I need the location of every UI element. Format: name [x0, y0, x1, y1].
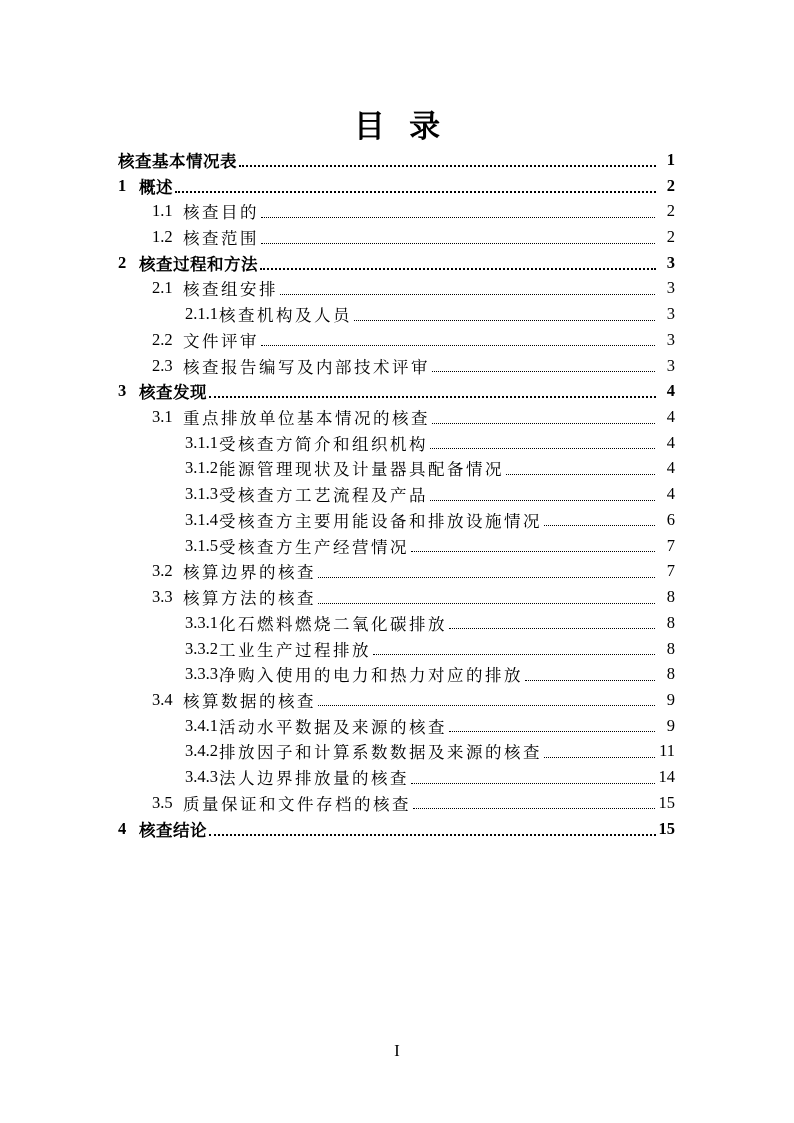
toc-entry-page: 8 [666, 664, 675, 684]
toc-entry-page: 4 [666, 484, 675, 504]
toc-entry[interactable] [118, 507, 675, 533]
toc-entry-label: 核算数据的核查 [183, 691, 316, 711]
toc-entry-number: 3.1.1 [185, 432, 218, 452]
toc-entry-page: 3 [666, 252, 675, 272]
toc-entry[interactable] [118, 250, 675, 276]
dot-leader [544, 757, 655, 758]
dot-leader [318, 603, 655, 604]
toc-entry-page: 15 [658, 792, 675, 812]
toc-entry[interactable] [118, 147, 675, 173]
toc-entry[interactable] [118, 224, 675, 250]
toc-entry-number: 3.2 [152, 561, 173, 581]
toc-entry-page: 9 [666, 689, 675, 709]
toc-entry-page: 3 [666, 304, 675, 324]
toc-entry[interactable] [118, 378, 675, 404]
toc-entry-label: 核查目的 [183, 203, 259, 223]
toc-entry[interactable] [118, 404, 675, 430]
dot-leader [432, 371, 655, 372]
toc-entry-label: 核查报告编写及内部技术评审 [183, 357, 430, 377]
toc-entry[interactable] [118, 533, 675, 559]
toc-entry[interactable] [118, 687, 675, 713]
dot-leader [449, 628, 655, 629]
toc-entry[interactable] [118, 456, 675, 482]
page-title: 目录 [353, 109, 465, 144]
toc-entry-page: 14 [658, 767, 675, 787]
toc-entry-page: 8 [666, 638, 675, 658]
toc-entry[interactable] [118, 610, 675, 636]
dot-leader [261, 345, 655, 346]
toc-entry-number: 3.1.4 [185, 509, 218, 529]
dot-leader [430, 500, 655, 501]
dot-leader [209, 396, 656, 398]
toc-entry-label: 核查基本情况表 [118, 151, 237, 171]
toc-entry-page: 4 [666, 407, 675, 427]
toc-entry-number: 3.3.3 [185, 664, 218, 684]
toc-entry-page: 4 [666, 458, 675, 478]
toc-entry[interactable] [118, 353, 675, 379]
toc-entry[interactable] [118, 301, 675, 327]
toc-entry-label: 重点排放单位基本情况的核查 [183, 409, 430, 429]
toc-entry-label: 工业生产过程排放 [219, 640, 371, 660]
toc-entry-number: 2.2 [152, 329, 173, 349]
toc-entry-label: 受核查方主要用能设备和排放设施情况 [219, 511, 542, 531]
toc-entry-page: 1 [666, 149, 675, 169]
toc-entry-label: 活动水平数据及来源的核查 [219, 717, 447, 737]
toc-entry-label: 能源管理现状及计量器具配备情况 [219, 460, 504, 480]
toc-entry-number: 3.4 [152, 689, 173, 709]
toc-entry-number: 2.1 [152, 278, 173, 298]
toc-entry-label: 受核查方工艺流程及产品 [219, 486, 428, 506]
toc-entry-label: 概述 [139, 177, 173, 197]
toc-entry-number: 3.3.2 [185, 638, 218, 658]
toc-entry-label: 文件评审 [183, 331, 259, 351]
toc-entry[interactable] [118, 790, 675, 816]
dot-leader [506, 474, 655, 475]
toc-entry-page: 7 [666, 561, 675, 581]
toc-entry[interactable] [118, 764, 675, 790]
toc-entry-label: 受核查方简介和组织机构 [219, 434, 428, 454]
toc-entry-page: 2 [666, 201, 675, 221]
dot-leader [525, 680, 655, 681]
dot-leader [373, 654, 655, 655]
toc-entry-page: 4 [666, 432, 675, 452]
toc-entry-number: 4 [118, 818, 127, 838]
dot-leader [209, 834, 656, 836]
toc-entry[interactable] [118, 430, 675, 456]
toc-entry-label: 核查发现 [139, 383, 207, 403]
dot-leader [411, 551, 655, 552]
toc-entry-label: 核查机构及人员 [219, 306, 352, 326]
toc-entry-number: 3.3 [152, 587, 173, 607]
toc-entry-label: 受核查方生产经营情况 [219, 537, 409, 557]
toc-entry-page: 3 [666, 329, 675, 349]
toc-entry-number: 3.1.2 [185, 458, 218, 478]
toc-entry-number: 3.4.2 [185, 741, 218, 761]
toc-entry-page: 6 [666, 509, 675, 529]
toc-entry-page: 2 [666, 227, 675, 247]
dot-leader [260, 268, 656, 270]
dot-leader [318, 705, 655, 706]
toc-entry-number: 3 [118, 381, 127, 401]
toc-entry-number: 3.4.1 [185, 715, 218, 735]
dot-leader [411, 783, 655, 784]
toc-entry-label: 核查组安排 [183, 280, 278, 300]
toc-entry-number: 2 [118, 252, 127, 272]
toc-entry-label: 质量保证和文件存档的核查 [183, 794, 411, 814]
toc-entry-number: 3.4.3 [185, 767, 218, 787]
toc-entry-page: 7 [666, 535, 675, 555]
toc-entry-number: 3.1 [152, 407, 173, 427]
dot-leader [430, 448, 655, 449]
toc-entry-number: 1.2 [152, 227, 173, 247]
dot-leader [175, 191, 656, 193]
page-number: I [394, 1041, 400, 1060]
toc-entry-label: 化石燃料燃烧二氧化碳排放 [219, 614, 447, 634]
toc-entry-number: 2.3 [152, 355, 173, 375]
toc-entry[interactable] [118, 713, 675, 739]
dot-leader [261, 217, 655, 218]
toc-entry-label: 净购入使用的电力和热力对应的排放 [219, 666, 523, 686]
toc-entry-label: 法人边界排放量的核查 [219, 769, 409, 789]
dot-leader [239, 165, 656, 167]
toc-entry-label: 排放因子和计算系数数据及来源的核查 [219, 743, 542, 763]
toc-entry-number: 3.5 [152, 792, 173, 812]
dot-leader [413, 808, 655, 809]
toc-entry-label: 核算边界的核查 [183, 563, 316, 583]
toc-entry-page: 11 [659, 741, 675, 761]
toc-entry-page: 4 [666, 381, 675, 401]
dot-leader [449, 731, 655, 732]
dot-leader [544, 525, 655, 526]
dot-leader [354, 320, 655, 321]
toc-entry[interactable] [118, 584, 675, 610]
toc-entry[interactable] [118, 636, 675, 662]
toc-entry-page: 8 [666, 612, 675, 632]
toc-entry-number: 3.1.3 [185, 484, 218, 504]
toc-entry[interactable] [118, 173, 675, 199]
toc-entry-label: 核算方法的核查 [183, 589, 316, 609]
toc-entry[interactable] [118, 276, 675, 302]
toc-entry[interactable] [118, 198, 675, 224]
dot-leader [261, 243, 655, 244]
toc-entry-label: 核查范围 [183, 229, 259, 249]
toc-list [118, 147, 675, 841]
toc-entry[interactable] [118, 327, 675, 353]
toc-entry-number: 3.3.1 [185, 612, 218, 632]
toc-entry-label: 核查结论 [139, 820, 207, 840]
toc-entry-number: 1.1 [152, 201, 173, 221]
toc-entry[interactable] [118, 816, 675, 842]
toc-entry-page: 3 [666, 355, 675, 375]
toc-entry-number: 2.1.1 [185, 304, 218, 324]
toc-entry-label: 核查过程和方法 [139, 254, 258, 274]
dot-leader [280, 294, 655, 295]
toc-entry-page: 2 [666, 175, 675, 195]
dot-leader [318, 577, 655, 578]
toc-entry[interactable] [118, 661, 675, 687]
toc-entry[interactable] [118, 559, 675, 585]
toc-entry-page: 15 [658, 818, 675, 838]
toc-entry-page: 9 [666, 715, 675, 735]
toc-entry-number: 3.1.5 [185, 535, 218, 555]
toc-entry[interactable] [118, 739, 675, 765]
dot-leader [432, 423, 655, 424]
toc-entry[interactable] [118, 481, 675, 507]
toc-entry-page: 3 [666, 278, 675, 298]
toc-entry-page: 8 [666, 587, 675, 607]
toc-entry-number: 1 [118, 175, 127, 195]
